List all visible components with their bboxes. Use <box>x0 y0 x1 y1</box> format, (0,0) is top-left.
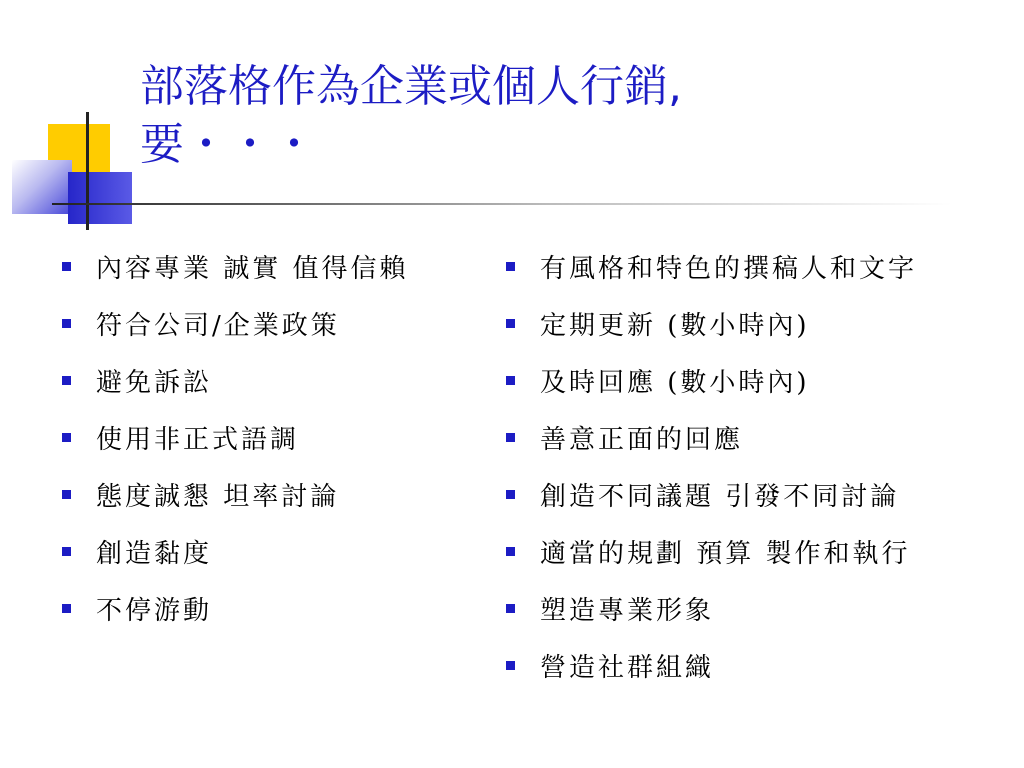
list-item-text: 及時回應 (數小時內) <box>540 368 810 398</box>
list-item <box>62 466 482 523</box>
square-bullet-icon <box>506 262 515 271</box>
list-item <box>506 580 1016 637</box>
list-item <box>506 637 1016 694</box>
list-item-text: 定期更新 (數小時內) <box>540 311 810 341</box>
list-item <box>506 523 1016 580</box>
logo-vertical-line <box>86 112 89 230</box>
square-bullet-icon <box>506 319 515 328</box>
list-item <box>62 409 482 466</box>
logo-gradient-square <box>12 160 72 214</box>
list-item-text: 適當的規劃 預算 製作和執行 <box>540 539 911 569</box>
list-item <box>62 523 482 580</box>
list-item-text: 避免訴訟 <box>96 368 213 398</box>
list-item-text: 塑造專業形象 <box>540 596 715 626</box>
square-bullet-icon <box>62 433 71 442</box>
list-item <box>506 409 1016 466</box>
list-item <box>62 352 482 409</box>
logo-blue-square <box>68 172 132 224</box>
list-item-text: 善意正面的回應 <box>540 425 744 455</box>
list-item <box>62 238 482 295</box>
slide-title <box>140 58 900 174</box>
list-item-text: 態度誠懇 坦率討論 <box>96 482 340 512</box>
list-item-text: 符合公司/企業政策 <box>96 311 340 341</box>
list-item <box>62 295 482 352</box>
slide-title-line-2: 要・・・ <box>140 119 316 170</box>
list-item-text: 創造不同議題 引發不同討論 <box>540 482 900 512</box>
list-item <box>506 295 1016 352</box>
list-item <box>62 580 482 637</box>
left-bullet-list <box>62 238 482 637</box>
list-item-text: 有風格和特色的撰稿人和文字 <box>540 254 918 284</box>
list-item-text: 使用非正式語調 <box>96 425 300 455</box>
square-bullet-icon <box>506 604 515 613</box>
list-item <box>506 466 1016 523</box>
square-bullet-icon <box>62 547 71 556</box>
square-bullet-icon <box>506 490 515 499</box>
square-bullet-icon <box>506 433 515 442</box>
list-item-text: 內容專業 誠實 值得信賴 <box>96 254 409 284</box>
list-item <box>506 352 1016 409</box>
right-bullet-list <box>506 238 1016 694</box>
title-divider-line <box>52 203 952 205</box>
square-bullet-icon <box>506 661 515 670</box>
list-item-text: 創造黏度 <box>96 539 213 569</box>
slide-title-line-1: 部落格作為企業或個人行銷, <box>140 61 682 112</box>
square-bullet-icon <box>62 319 71 328</box>
square-bullet-icon <box>506 547 515 556</box>
square-bullet-icon <box>62 490 71 499</box>
list-item-text: 營造社群組織 <box>540 653 715 683</box>
square-bullet-icon <box>62 376 71 385</box>
square-bullet-icon <box>506 376 515 385</box>
list-item <box>506 238 1016 295</box>
square-bullet-icon <box>62 604 71 613</box>
list-item-text: 不停游動 <box>96 596 213 626</box>
square-bullet-icon <box>62 262 71 271</box>
